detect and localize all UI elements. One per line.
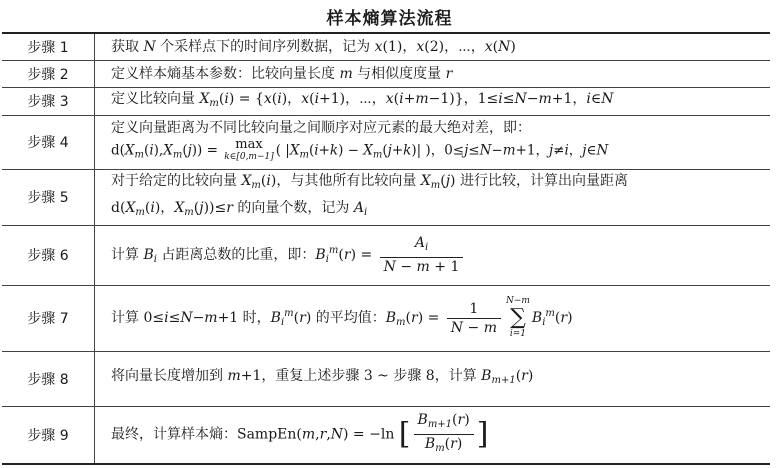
- fraction: $\frac{B_{m+1}(r)}{B_m(r)}$: [414, 411, 474, 458]
- table-row: [2, 87, 770, 115]
- table-row: [2, 115, 770, 169]
- table-row: [2, 33, 770, 60]
- step-label: 步骤 6: [2, 225, 95, 285]
- step-label: 步骤 1: [2, 33, 95, 60]
- step-label: 步骤 7: [2, 285, 95, 351]
- table-row: [2, 169, 770, 225]
- distance-formula: $d(X_m(i),X_m(j))$ = max k∈[0,m−1] ( $|X_m(i+k) - X_m(j+k)|$ )，0≤j≤N−m+1，j≠i，j∈N: [111, 137, 609, 163]
- step-line: $d(X_m(i)$，$X_m(j))\le r$ 的向量个数，记为 $A_i$: [111, 200, 368, 218]
- table-row: [2, 225, 770, 285]
- fraction: $\frac{1}{N - m}$: [447, 300, 501, 337]
- step-label: 步骤 8: [2, 351, 95, 406]
- table-row: [2, 285, 770, 351]
- step-label: 步骤 5: [2, 169, 95, 225]
- fraction: $\frac{A_i}{N - m + 1}$: [380, 234, 464, 276]
- step-content: 定义样本熵基本参数：比较向量长度 m 与相似度度量 r: [95, 60, 771, 87]
- table-row: [2, 351, 770, 406]
- step-line: 对于给定的比较向量 $X_m(i)$，与其他所有比较向量 $X_m(j)$ 进行比较，计算出向量距离: [111, 173, 628, 191]
- sum-operator: N−m ∑ i=1: [505, 296, 530, 339]
- step-content: 获取 N 个采样点下的时间序列数据，记为 x(1)，x(2)，⋯，x(N): [95, 33, 771, 60]
- step-content: [95, 115, 771, 169]
- step-content: [95, 169, 771, 225]
- table-row: [2, 60, 770, 87]
- table-row: [2, 406, 770, 464]
- step-content: 计算 $B_i$ 占距离总数的比重，即：$B_i^m(r)$ = $\frac{A_i}{N - m + 1}$: [95, 225, 771, 285]
- step-content: 将向量长度增加到 m+1，重复上述步骤 3 ~ 步骤 8，计算 $B_{m+1}(r)$: [95, 351, 771, 406]
- algorithm-steps-table: [2, 32, 770, 465]
- table-title: 样本熵算法流程: [326, 9, 453, 29]
- step-label: 步骤 4: [2, 115, 95, 169]
- step-label: 步骤 3: [2, 87, 95, 115]
- step-label: 步骤 2: [2, 60, 95, 87]
- step-label: 步骤 9: [2, 406, 95, 464]
- step-line: 定义向量距离为不同比较向量之间顺序对应元素的最大绝对差，即：: [111, 120, 531, 137]
- step-content: 定义比较向量 $X_m(i) = \{x(i)$，x(i+1)，⋯，x(i+m−1)}，1≤i≤N−m+1，i∈N: [95, 87, 771, 115]
- step-content: 计算 0≤i≤N−m+1 时，$B_i^m(r)$ 的平均值：$B_m(r)$ = $\frac{1}{N - m}$ N−m ∑ i=1 $B_i^m(r)$: [95, 285, 771, 351]
- step-content: 最终，计算样本熵：SampEn(m,r,N) = −ln [ $\frac{B_{m+1}(r)}{B_m(r)}$ ]: [95, 406, 771, 464]
